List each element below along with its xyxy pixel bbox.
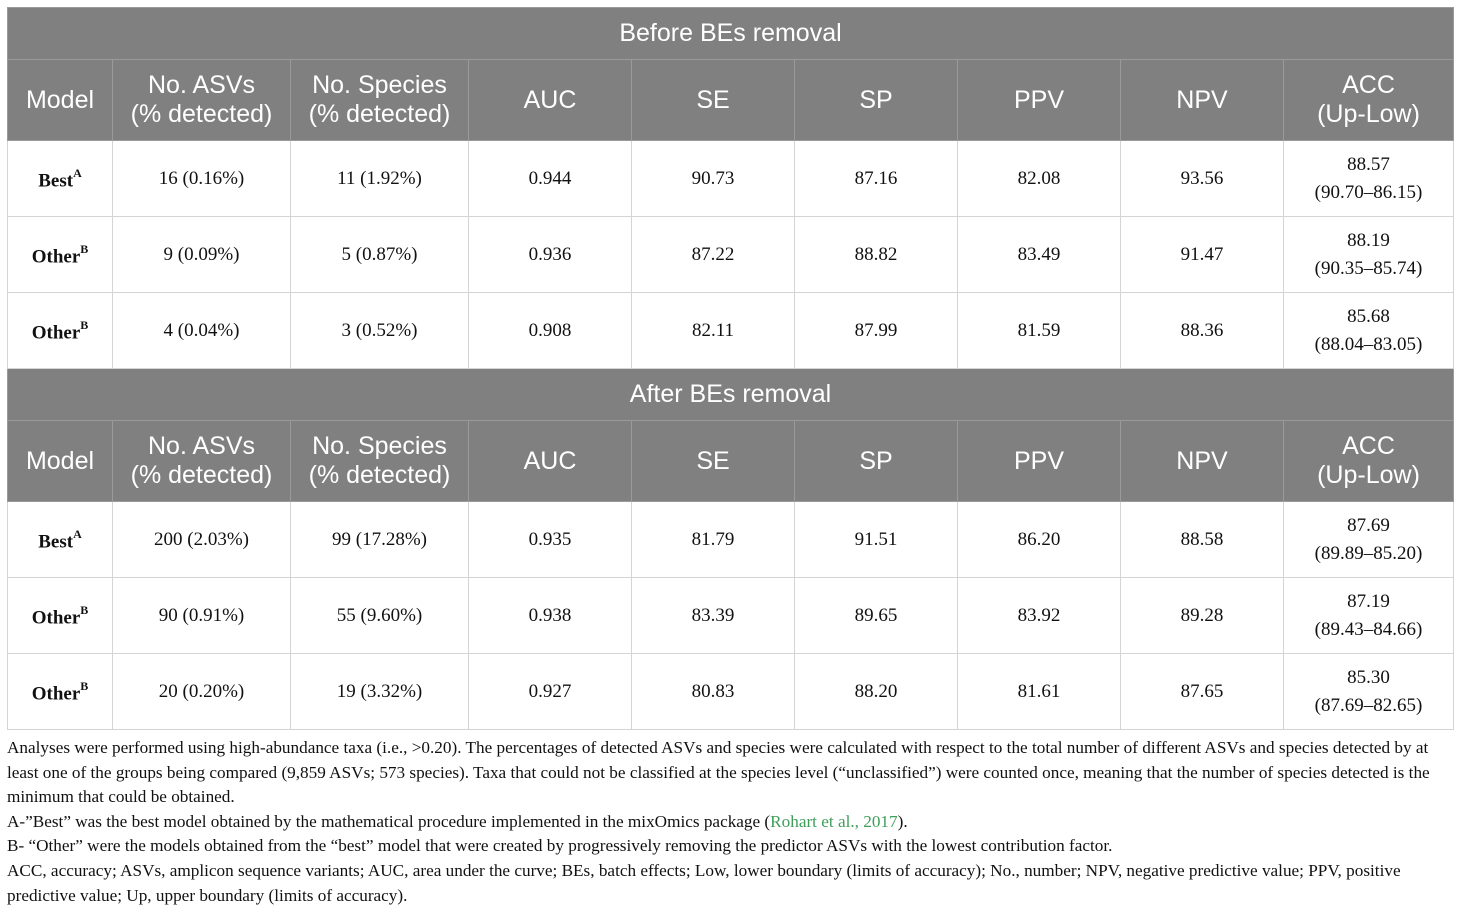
column-header-line: Model <box>25 446 95 475</box>
se-cell: 83.39 <box>632 578 795 654</box>
model-name: Best <box>38 170 74 192</box>
se-cell: 90.73 <box>632 141 795 217</box>
se-cell: 81.79 <box>632 502 795 578</box>
column-header-row <box>8 60 1454 141</box>
table-row <box>8 502 1454 578</box>
column-header-line: SE <box>696 85 730 114</box>
asvs-cell: 200 (2.03%) <box>113 502 291 578</box>
acc-cell <box>1284 654 1454 730</box>
acc-range: (89.89–85.20) <box>1314 542 1423 564</box>
table-row <box>8 578 1454 654</box>
section-header-row <box>8 369 1454 421</box>
model-cell <box>8 502 113 578</box>
sp-cell: 88.82 <box>795 217 958 293</box>
model-footnote-mark: B <box>80 679 89 694</box>
column-header-line: No. ASVs <box>148 432 255 460</box>
column-header-line: (Up-Low) <box>1317 461 1420 489</box>
asvs-cell: 20 (0.20%) <box>113 654 291 730</box>
column-header-line: NPV <box>1176 85 1228 114</box>
asvs-cell: 16 (0.16%) <box>113 141 291 217</box>
model-footnote-mark: B <box>80 603 89 618</box>
column-header-line: No. ASVs <box>148 71 255 99</box>
column-header-line: ACC <box>1342 432 1395 460</box>
acc-value: 85.30 <box>1347 666 1390 688</box>
model-footnote-mark: A <box>73 166 82 181</box>
column-header-line: SE <box>696 446 730 475</box>
table-row <box>8 217 1454 293</box>
column-header <box>958 60 1121 141</box>
model-cell <box>8 654 113 730</box>
column-header <box>113 60 291 141</box>
column-header <box>291 421 469 502</box>
acc-cell <box>1284 578 1454 654</box>
column-header <box>1121 421 1284 502</box>
column-header <box>632 60 795 141</box>
model-cell <box>8 141 113 217</box>
column-header-line: (% detected) <box>308 100 451 128</box>
model-name: Other <box>31 683 81 705</box>
model-name: Best <box>38 531 74 553</box>
sp-cell: 87.16 <box>795 141 958 217</box>
column-header <box>1284 421 1454 502</box>
citation-link[interactable]: Rohart et al., 2017 <box>770 811 898 831</box>
column-header <box>632 421 795 502</box>
column-header-line: No. Species <box>312 432 447 460</box>
column-header <box>469 60 632 141</box>
asvs-cell: 4 (0.04%) <box>113 293 291 369</box>
column-header-line: (% detected) <box>130 461 273 489</box>
table-footnotes <box>7 736 1455 908</box>
results-table <box>7 7 1454 730</box>
acc-value: 85.68 <box>1347 305 1390 327</box>
section-header-row <box>8 8 1454 60</box>
column-header <box>1284 60 1454 141</box>
table-row <box>8 654 1454 730</box>
column-header-line: NPV <box>1176 446 1228 475</box>
npv-cell: 89.28 <box>1121 578 1284 654</box>
model-footnote-mark: B <box>80 318 89 333</box>
npv-cell: 91.47 <box>1121 217 1284 293</box>
acc-range: (90.70–86.15) <box>1314 181 1423 203</box>
auc-cell: 0.936 <box>469 217 632 293</box>
acc-value: 88.19 <box>1347 229 1390 251</box>
column-header <box>958 421 1121 502</box>
column-header-line: (% detected) <box>130 100 273 128</box>
model-name: Other <box>31 607 81 629</box>
ppv-cell: 82.08 <box>958 141 1121 217</box>
npv-cell: 93.56 <box>1121 141 1284 217</box>
auc-cell: 0.927 <box>469 654 632 730</box>
section-title: After BEs removal <box>8 369 1454 421</box>
footnote-best <box>7 810 1455 835</box>
section-title: Before BEs removal <box>8 8 1454 60</box>
acc-range: (90.35–85.74) <box>1314 257 1423 279</box>
species-cell: 3 (0.52%) <box>291 293 469 369</box>
acc-cell <box>1284 293 1454 369</box>
npv-cell: 88.58 <box>1121 502 1284 578</box>
se-cell: 80.83 <box>632 654 795 730</box>
column-header-line: PPV <box>1013 446 1065 475</box>
acc-value: 87.19 <box>1347 590 1390 612</box>
column-header-line: SP <box>859 446 893 475</box>
npv-cell: 87.65 <box>1121 654 1284 730</box>
column-header <box>291 60 469 141</box>
acc-value: 87.69 <box>1347 514 1390 536</box>
acc-range: (87.69–82.65) <box>1314 694 1423 716</box>
column-header <box>8 421 113 502</box>
auc-cell: 0.935 <box>469 502 632 578</box>
acc-range: (89.43–84.66) <box>1314 618 1423 640</box>
column-header-line: No. Species <box>312 71 447 99</box>
ppv-cell: 83.92 <box>958 578 1121 654</box>
acc-cell <box>1284 217 1454 293</box>
column-header-line: Model <box>25 85 95 114</box>
acc-cell <box>1284 141 1454 217</box>
sp-cell: 89.65 <box>795 578 958 654</box>
column-header-line: SP <box>859 85 893 114</box>
species-cell: 19 (3.32%) <box>291 654 469 730</box>
column-header-line: AUC <box>523 85 577 114</box>
footnote-analyses: Analyses were performed using high-abundance taxa (i.e., >0.20). The percentages of detected ASVs and species were calculated with respect to the total number of different ASVs and species detected by at least one of the groups being compared (9,859 ASVs; 573 species). Taxa that could not be classified at the species level (“unclassified”) were counted once, meaning that the number of species detected is the minimum that could be obtained. <box>7 738 1430 807</box>
se-cell: 82.11 <box>632 293 795 369</box>
footnote-other: B- “Other” were the models obtained from the “best” model that were created by progressively removing the predictor ASVs with the lowest contribution factor. <box>7 836 1113 856</box>
column-header <box>795 421 958 502</box>
model-name: Other <box>31 322 81 344</box>
sp-cell: 87.99 <box>795 293 958 369</box>
model-name: Other <box>31 246 81 268</box>
species-cell: 11 (1.92%) <box>291 141 469 217</box>
asvs-cell: 90 (0.91%) <box>113 578 291 654</box>
ppv-cell: 81.59 <box>958 293 1121 369</box>
auc-cell: 0.908 <box>469 293 632 369</box>
model-footnote-mark: A <box>73 527 82 542</box>
model-cell <box>8 578 113 654</box>
model-footnote-mark: B <box>80 242 89 257</box>
column-header-row <box>8 421 1454 502</box>
species-cell: 5 (0.87%) <box>291 217 469 293</box>
footnote-best-end: ). <box>897 811 908 831</box>
column-header-line: ACC <box>1342 71 1395 99</box>
species-cell: 55 (9.60%) <box>291 578 469 654</box>
acc-range: (88.04–83.05) <box>1314 333 1423 355</box>
ppv-cell: 83.49 <box>958 217 1121 293</box>
auc-cell: 0.944 <box>469 141 632 217</box>
column-header <box>8 60 113 141</box>
acc-value: 88.57 <box>1347 153 1390 175</box>
auc-cell: 0.938 <box>469 578 632 654</box>
sp-cell: 88.20 <box>795 654 958 730</box>
acc-cell <box>1284 502 1454 578</box>
column-header-line: PPV <box>1013 85 1065 114</box>
se-cell: 87.22 <box>632 217 795 293</box>
table-row <box>8 293 1454 369</box>
column-header <box>113 421 291 502</box>
asvs-cell: 9 (0.09%) <box>113 217 291 293</box>
results-table-container <box>7 7 1453 730</box>
footnote-abbreviations: ACC, accuracy; ASVs, amplicon sequence variants; AUC, area under the curve; BEs, batch effects; Low, lower boundary (limits of accuracy); No., number; NPV, negative predictive value; PPV, positive predictive value; Up, upper boundary (limits of accuracy). <box>7 860 1401 905</box>
model-cell <box>8 217 113 293</box>
column-header-line: (Up-Low) <box>1317 100 1420 128</box>
column-header <box>795 60 958 141</box>
ppv-cell: 81.61 <box>958 654 1121 730</box>
column-header <box>469 421 632 502</box>
footnote-best-text: A-”Best” was the best model obtained by the mathematical procedure implemented in the mixOmics package ( <box>7 811 771 831</box>
column-header-line: AUC <box>523 446 577 475</box>
column-header <box>1121 60 1284 141</box>
column-header-line: (% detected) <box>308 461 451 489</box>
npv-cell: 88.36 <box>1121 293 1284 369</box>
species-cell: 99 (17.28%) <box>291 502 469 578</box>
table-row <box>8 141 1454 217</box>
sp-cell: 91.51 <box>795 502 958 578</box>
model-cell <box>8 293 113 369</box>
ppv-cell: 86.20 <box>958 502 1121 578</box>
